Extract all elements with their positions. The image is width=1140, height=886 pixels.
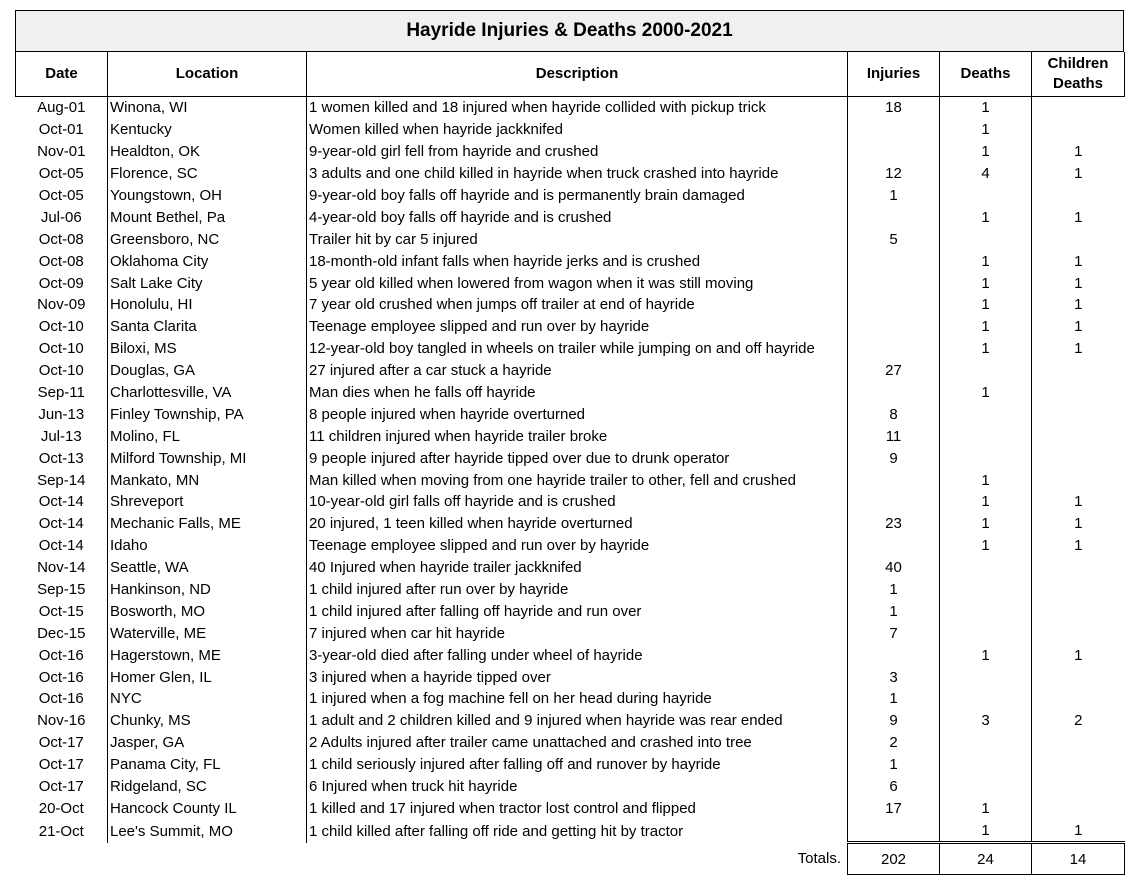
cell-description: Trailer hit by car 5 injured [307,228,848,250]
cell-date: Oct-16 [16,688,108,710]
cell-description: Teenage employee slipped and run over by hayride [307,316,848,338]
cell-location: Honolulu, HI [108,294,307,316]
cell-date: Nov-09 [16,294,108,316]
cell-location: Mankato, MN [108,469,307,491]
cell-children-deaths [1032,600,1125,622]
table-row [16,557,1125,579]
cell-date: Oct-14 [16,491,108,513]
cell-children-deaths [1032,228,1125,250]
cell-description: 9 people injured after hayride tipped over due to drunk operator [307,447,848,469]
cell-injuries: 2 [848,732,940,754]
table-row [16,316,1125,338]
totals-row [16,843,1125,875]
cell-injuries [848,469,940,491]
cell-date: 20-Oct [16,798,108,820]
cell-description: 3-year-old died after falling under wheel of hayride [307,644,848,666]
cell-location: Bosworth, MO [108,600,307,622]
cell-children-deaths [1032,119,1125,141]
cell-date: Aug-01 [16,97,108,119]
cell-children-deaths: 1 [1074,274,1083,292]
cell-children-deaths [1032,754,1125,776]
cell-description: 20 injured, 1 teen killed when hayride overturned [307,513,848,535]
table-row [16,644,1125,666]
cell-location: Winona, WI [108,97,307,119]
cell-children-deaths [1032,798,1125,820]
header-location: Location [108,52,307,97]
cell-injuries: 40 [848,557,940,579]
cell-description: 3 injured when a hayride tipped over [307,666,848,688]
cell-injuries: 12 [848,163,940,185]
cell-children-deaths [1032,732,1125,754]
cell-location: Homer Glen, IL [108,666,307,688]
cell-deaths: 1 [940,294,1032,316]
cell-deaths [940,732,1032,754]
cell-date: Oct-10 [16,316,108,338]
cell-injuries: 17 [848,798,940,820]
cell-deaths [940,776,1032,798]
cell-deaths: 1 [940,141,1032,163]
header-description: Description [307,52,848,97]
cell-date: Sep-15 [16,579,108,601]
table-row [16,666,1125,688]
cell-injuries [848,272,940,294]
cell-location: Greensboro, NC [108,228,307,250]
cell-location: Healdton, OK [108,141,307,163]
cell-location: Milford Township, MI [108,447,307,469]
cell-injuries [848,819,940,842]
table-row [16,579,1125,601]
cell-children-deaths [1032,688,1125,710]
totals-label: Totals. [797,850,841,868]
cell-description: Man dies when he falls off hayride [307,382,848,404]
cell-location: NYC [108,688,307,710]
cell-deaths [940,447,1032,469]
cell-date: Oct-16 [16,644,108,666]
cell-location: Mechanic Falls, ME [108,513,307,535]
cell-location: Hankinson, ND [108,579,307,601]
cell-description: 11 children injured when hayride trailer broke [307,425,848,447]
cell-location: Idaho [108,535,307,557]
cell-date: 21-Oct [16,819,108,842]
cell-injuries: 3 [848,666,940,688]
cell-injuries [848,294,940,316]
cell-description: 7 year old crushed when jumps off trailer at end of hayride [307,294,848,316]
cell-deaths [940,425,1032,447]
incidents-table [15,52,1125,875]
cell-location: Ridgeland, SC [108,776,307,798]
cell-description: 1 child injured after run over by hayride [307,579,848,601]
cell-date: Oct-14 [16,513,108,535]
cell-location: Kentucky [108,119,307,141]
cell-location: Panama City, FL [108,754,307,776]
cell-location: Biloxi, MS [108,338,307,360]
cell-deaths [940,754,1032,776]
cell-location: Waterville, ME [108,622,307,644]
cell-injuries [848,382,940,404]
cell-children-deaths: 1 [1074,165,1083,183]
cell-deaths: 1 [940,97,1032,119]
table-row [16,382,1125,404]
cell-deaths: 1 [940,535,1032,557]
cell-injuries [848,338,940,360]
table-row [16,798,1125,820]
cell-deaths: 1 [940,469,1032,491]
cell-injuries: 8 [848,403,940,425]
cell-description: 9-year-old boy falls off hayride and is permanently brain damaged [307,185,848,207]
cell-date: Oct-17 [16,754,108,776]
cell-description: 1 child killed after falling off ride and getting hit by tractor [307,819,848,842]
cell-deaths [940,600,1032,622]
table-row [16,710,1125,732]
table-row [16,338,1125,360]
cell-injuries [848,491,940,513]
table-row [16,163,1125,185]
cell-description: 27 injured after a car stuck a hayride [307,360,848,382]
cell-date: Jul-13 [16,425,108,447]
table-row [16,360,1125,382]
cell-date: Oct-08 [16,228,108,250]
table-row [16,294,1125,316]
cell-children-deaths: 1 [1074,821,1083,839]
cell-deaths: 1 [940,798,1032,820]
cell-location: Chunky, MS [108,710,307,732]
cell-children-deaths: 2 [1074,712,1083,730]
table-row [16,447,1125,469]
cell-date: Oct-14 [16,535,108,557]
cell-deaths: 3 [940,710,1032,732]
cell-description: 1 child seriously injured after falling off and runover by hayride [307,754,848,776]
cell-location: Hancock County IL [108,798,307,820]
cell-description: 40 Injured when hayride trailer jackknifed [307,557,848,579]
cell-deaths: 1 [940,316,1032,338]
header-date: Date [16,52,108,97]
cell-date: Nov-01 [16,141,108,163]
cell-injuries: 18 [848,97,940,119]
cell-children-deaths [1032,185,1125,207]
cell-injuries: 1 [848,600,940,622]
cell-injuries: 9 [848,447,940,469]
cell-children-deaths [1032,447,1125,469]
cell-location: Oklahoma City [108,250,307,272]
cell-children-deaths: 1 [1074,340,1083,358]
table-row [16,272,1125,294]
table-row [16,250,1125,272]
cell-injuries: 7 [848,622,940,644]
cell-injuries [848,250,940,272]
cell-date: Oct-05 [16,185,108,207]
cell-description: 3 adults and one child killed in hayride when truck crashed into hayride [307,163,848,185]
cell-deaths [940,688,1032,710]
table-row [16,513,1125,535]
cell-location: Finley Township, PA [108,403,307,425]
cell-deaths: 4 [940,163,1032,185]
cell-location: Shreveport [108,491,307,513]
cell-description: Man killed when moving from one hayride trailer to other, fell and crushed [307,469,848,491]
cell-children-deaths [1032,557,1125,579]
cell-location: Mount Bethel, Pa [108,206,307,228]
cell-description: 9-year-old girl fell from hayride and crushed [307,141,848,163]
cell-children-deaths [1032,579,1125,601]
cell-children-deaths [1032,776,1125,798]
cell-children-deaths: 1 [1074,515,1083,533]
table-row [16,491,1125,513]
cell-injuries: 1 [848,754,940,776]
cell-date: Oct-01 [16,119,108,141]
cell-location: Seattle, WA [108,557,307,579]
cell-description: 1 injured when a fog machine fell on her head during hayride [307,688,848,710]
table-row [16,754,1125,776]
cell-children-deaths: 1 [1074,537,1083,555]
table-row [16,819,1125,842]
header-children-deaths [1032,52,1125,97]
cell-deaths: 1 [940,513,1032,535]
cell-children-deaths: 1 [1074,296,1083,314]
cell-injuries: 1 [848,579,940,601]
cell-deaths: 1 [940,491,1032,513]
cell-description: Women killed when hayride jackknifed [307,119,848,141]
cell-injuries: 27 [848,360,940,382]
cell-date: Oct-05 [16,163,108,185]
cell-injuries [848,141,940,163]
header-injuries: Injuries [848,52,940,97]
cell-deaths [940,228,1032,250]
cell-injuries: 23 [848,513,940,535]
cell-children-deaths [1032,425,1125,447]
cell-deaths [940,557,1032,579]
cell-date: Oct-13 [16,447,108,469]
cell-children-deaths [1032,382,1125,404]
header-children-deaths-line1: Children [1047,55,1109,72]
cell-date: Jul-06 [16,206,108,228]
cell-location: Douglas, GA [108,360,307,382]
table-row [16,622,1125,644]
cell-date: Oct-17 [16,732,108,754]
spreadsheet [15,10,1124,875]
cell-description: 4-year-old boy falls off hayride and is crushed [307,206,848,228]
cell-date: Oct-08 [16,250,108,272]
cell-location: Salt Lake City [108,272,307,294]
table-row [16,228,1125,250]
table-title: Hayride Injuries & Deaths 2000-2021 [15,10,1124,52]
table-row [16,97,1125,119]
cell-location: Florence, SC [108,163,307,185]
cell-deaths [940,403,1032,425]
cell-description: Teenage employee slipped and run over by hayride [307,535,848,557]
cell-location: Santa Clarita [108,316,307,338]
cell-children-deaths: 1 [1074,208,1083,226]
cell-description: 18-month-old infant falls when hayride jerks and is crushed [307,250,848,272]
cell-injuries [848,206,940,228]
cell-injuries [848,119,940,141]
table-row [16,535,1125,557]
cell-description: 1 women killed and 18 injured when hayride collided with pickup trick [307,97,848,119]
table-row [16,469,1125,491]
cell-location: Youngstown, OH [108,185,307,207]
cell-injuries: 1 [848,688,940,710]
cell-location: Molino, FL [108,425,307,447]
header-deaths: Deaths [940,52,1032,97]
cell-deaths: 1 [940,206,1032,228]
cell-injuries [848,644,940,666]
cell-deaths [940,360,1032,382]
cell-children-deaths [1032,360,1125,382]
cell-date: Oct-17 [16,776,108,798]
cell-deaths: 1 [940,338,1032,360]
cell-description: 7 injured when car hit hayride [307,622,848,644]
cell-children-deaths [1032,469,1125,491]
cell-date: Jun-13 [16,403,108,425]
cell-children-deaths [1032,666,1125,688]
cell-children-deaths: 1 [1074,143,1083,161]
table-row [16,688,1125,710]
cell-deaths: 1 [940,272,1032,294]
cell-location: Lee's Summit, MO [108,819,307,842]
cell-description: 5 year old killed when lowered from wagon when it was still moving [307,272,848,294]
cell-description: 1 child injured after falling off hayride and run over [307,600,848,622]
cell-injuries: 9 [848,710,940,732]
cell-children-deaths: 1 [1074,318,1083,336]
cell-description: 2 Adults injured after trailer came unattached and crashed into tree [307,732,848,754]
header-row [16,52,1125,97]
cell-date: Oct-16 [16,666,108,688]
cell-children-deaths [1032,97,1125,119]
cell-description: 8 people injured when hayride overturned [307,403,848,425]
cell-location: Hagerstown, ME [108,644,307,666]
cell-deaths [940,579,1032,601]
cell-injuries: 11 [848,425,940,447]
cell-date: Oct-09 [16,272,108,294]
cell-injuries: 1 [848,185,940,207]
cell-date: Nov-16 [16,710,108,732]
table-row [16,776,1125,798]
cell-date: Oct-10 [16,338,108,360]
cell-location: Jasper, GA [108,732,307,754]
cell-deaths: 1 [940,250,1032,272]
total-children-deaths: 14 [1032,843,1125,875]
cell-children-deaths: 1 [1074,493,1083,511]
table-row [16,425,1125,447]
table-row [16,600,1125,622]
table-row [16,141,1125,163]
table-row [16,403,1125,425]
cell-deaths [940,666,1032,688]
cell-children-deaths: 1 [1074,252,1083,270]
cell-children-deaths [1032,622,1125,644]
cell-date: Sep-14 [16,469,108,491]
cell-injuries [848,316,940,338]
header-children-deaths-line2: Deaths [1052,75,1104,92]
cell-injuries: 5 [848,228,940,250]
cell-date: Nov-14 [16,557,108,579]
cell-date: Oct-10 [16,360,108,382]
cell-deaths: 1 [940,119,1032,141]
total-injuries: 202 [848,843,940,875]
cell-children-deaths [1032,403,1125,425]
cell-children-deaths: 1 [1074,646,1083,664]
table-row [16,185,1125,207]
cell-deaths: 1 [940,819,1032,842]
cell-date: Dec-15 [16,622,108,644]
cell-date: Sep-11 [16,382,108,404]
cell-date: Oct-15 [16,600,108,622]
cell-description: 12-year-old boy tangled in wheels on trailer while jumping on and off hayride [307,338,848,360]
cell-deaths: 1 [940,644,1032,666]
cell-deaths [940,185,1032,207]
cell-injuries [848,535,940,557]
cell-deaths [940,622,1032,644]
total-deaths: 24 [940,843,1032,875]
cell-deaths: 1 [940,382,1032,404]
table-row [16,119,1125,141]
cell-description: 10-year-old girl falls off hayride and is crushed [307,491,848,513]
table-body [16,97,1125,843]
cell-description: 1 killed and 17 injured when tractor lost control and flipped [307,798,848,820]
cell-location: Charlottesville, VA [108,382,307,404]
table-row [16,732,1125,754]
cell-description: 6 Injured when truck hit hayride [307,776,848,798]
table-row [16,206,1125,228]
cell-description: 1 adult and 2 children killed and 9 injured when hayride was rear ended [307,710,848,732]
cell-injuries: 6 [848,776,940,798]
